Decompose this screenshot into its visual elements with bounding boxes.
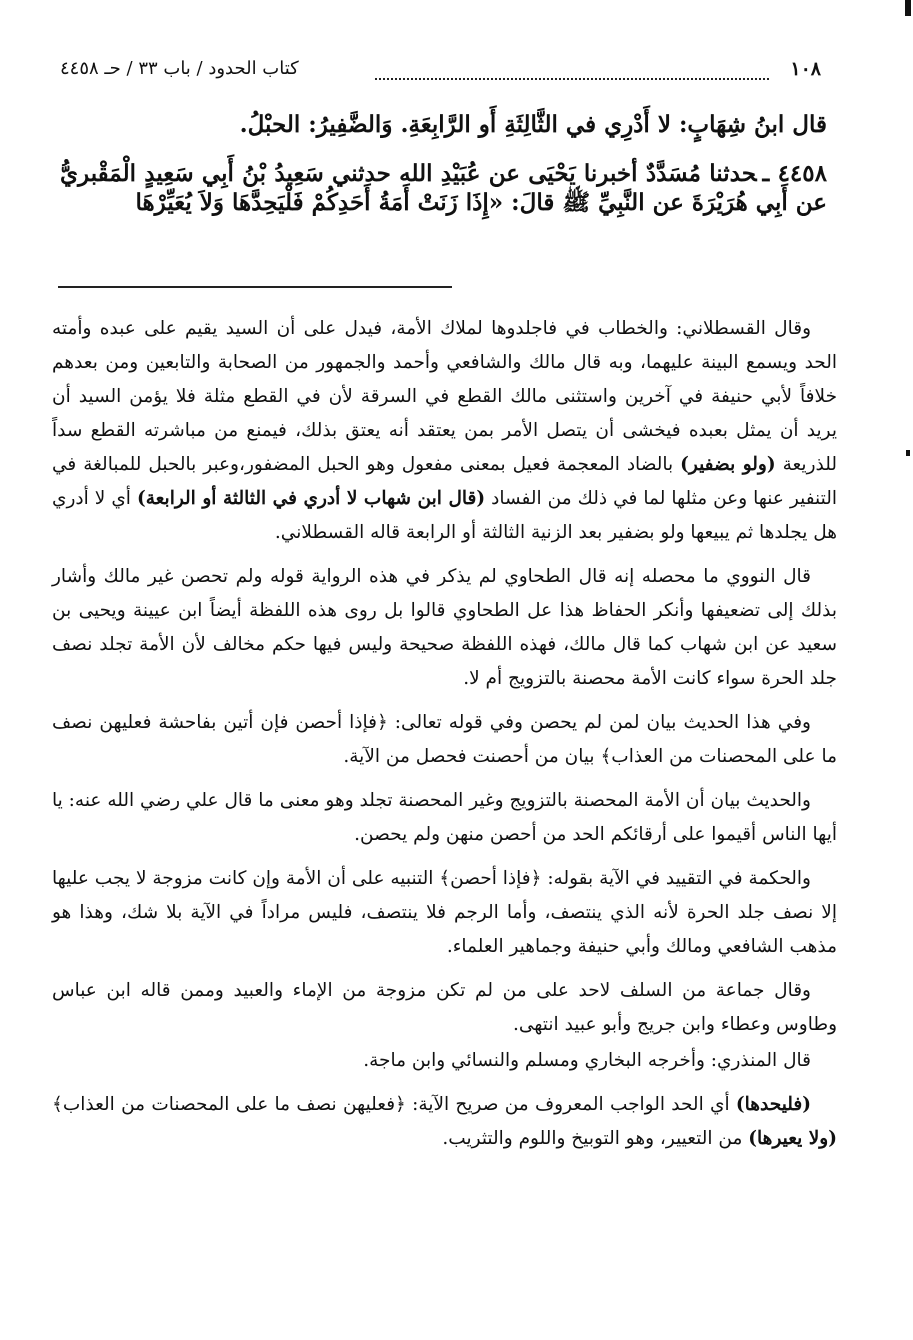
running-title: كتاب الحدود / باب ٣٣ / حـ ٤٤٥٨ (60, 58, 299, 79)
hadith-body: حدثنا مُسَدَّدٌ أخبرنا يَحْيَى عن عُبَيْدِ الله حدثني سَعِيدُ بْنُ أَبِي سَعِيدٍ الْمَقْبريُّ عن أَبِي هُرَيْرَةَ عن النَّبِيِّ ﷺ قالَ: «إِذَا زَنَتْ أَمَةُ أَحَدِكُمْ فَلْيَحِدَّهَا وَلاَ يُعَيِّرْهَا (60, 160, 827, 216)
page-number: ١٠٨ (790, 58, 821, 80)
bold-phrase: (قال ابن شهاب لا أدري في الثالثة أو الرابعة) (136, 488, 486, 509)
commentary-paragraph-hikma: والحكمة في التقييد في الآية بقوله: ﴿فإذا أحصن﴾ التنبيه على أن الأمة وإن كانت مزوجة لا يجب عليها إلا نصف جلد الحرة لأنه الذي ينتصف، وأما الرجم فلا ينتصف، فليس مراداً في الآية بلا شك، وهذا هو مذهب الشافعي ومالك وأبي حنيفة وجماهير العلماء. (52, 868, 837, 957)
commentary-paragraph-verse: وفي هذا الحديث بيان لمن لم يحصن وفي قوله تعالى: ﴿فإذا أحصن فإن أتين بفاحشة فعليهن نصف ما على المحصنات من العذاب﴾ بيان من أحصنت فحصل من الآية. (52, 712, 837, 767)
page-header (60, 58, 821, 86)
page-edge-mark (905, 0, 911, 16)
text-run: وقال القسطلاني: والخطاب في فاجلدوها لملاك الأمة، فيدل على أن السيد يقيم على عبده وأمته الحد ويسمع البينة عليهما، وبه قال مالك والشافعي وأحمد والجمهور من الصحابة والتابعين ومن بعدهم خلافاً لأبي حنيفة في آخرين واستثنى مالك القطع في السرقة لأن في القطع مثلة فلا يؤمن السيد أن يريد أن يمثل بعبده فيخشى أن يتصل الأمر بمن يعتقد أنه يعتق بذلك، فيمنع من مباشرته القطع سداً للذريعة (52, 318, 837, 475)
hadith-4458 (60, 159, 827, 217)
bold-phrase: (ولا يعيرها) (748, 1128, 837, 1149)
text-run: من التعيير، وهو التوبيخ واللوم والتثريب. (442, 1128, 743, 1149)
commentary-paragraph-nawawi: قال النووي ما محصله إنه قال الطحاوي لم يذكر في هذه الرواية قوله ولم تحصن غير مالك وأشار بذلك إلى تضعيفها وأنكر الحفاظ هذا عل الطحاوي قالوا بل روى هذه اللفظة أيضاً ابن عيينة ويحيى بن سعيد عن ابن شهاب كما قال مالك، فهذه اللفظة صحيحة وليس فيها حكم مخالف لأن الأمة تجلد نصف جلد الحرة سواء كانت الأمة محصنة بالتزويج أم لا. (52, 566, 837, 689)
margin-dot (906, 450, 910, 456)
bold-phrase: (ولو بضفير) (680, 454, 776, 475)
commentary-paragraph-salaf: وقال جماعة من السلف لاحد على من لم تكن مزوجة من الإماء والعبيد وممن قاله ابن عباس وطاوس وعطاء وابن جريج وأبو عبيد انتهى. (52, 980, 837, 1035)
text-run: بالضاد المعجمة فعيل بمعنى مفعول وهو الحبل المضفور،وعبر بالحبل للمبالغة في التنفير عنها وعن مثلها لما في ذلك من الفساد (52, 454, 838, 509)
commentary-paragraph-mundhiri: قال المنذري: وأخرجه البخاري ومسلم والنسائي وابن ماجة. (363, 1050, 811, 1071)
hadith-number: ٤٤٥٨ ـ (762, 160, 827, 187)
footnote-separator (58, 286, 452, 288)
commentary (52, 312, 837, 1166)
commentary-paragraph-qastalani (52, 312, 837, 550)
dotted-leader (375, 78, 769, 80)
hadith-text (60, 110, 827, 217)
bold-phrase: (فليحدها) (735, 1094, 811, 1115)
text-run: أي الحد الواجب المعروف من صريح الآية: ﴿فعليهن نصف ما على المحصنات من العذاب﴾ (52, 1094, 730, 1115)
text-run: أي لا أدري هل يجلدها ثم يبيعها ولو بضفير بعد الزنية الثالثة أو الرابعة قاله القسطلاني. (52, 488, 837, 543)
commentary-paragraph-ali: والحديث بيان أن الأمة المحصنة بالتزويج وغير المحصنة تجلد وهو معنى ما قال علي رضي الله عنه: يا أيها الناس أقيموا على أرقائكم الحد من أحصن منهن ولم يحصن. (52, 790, 837, 845)
hadith-line-ibn-shihab: قال ابنُ شِهَابٍ: لا أَدْرِي في الثَّالِثَةِ أَو الرَّابِعَةِ. وَالضَّفِيرُ: الحبْلُ. (239, 111, 827, 138)
commentary-paragraph-falyahudha (52, 1088, 837, 1156)
